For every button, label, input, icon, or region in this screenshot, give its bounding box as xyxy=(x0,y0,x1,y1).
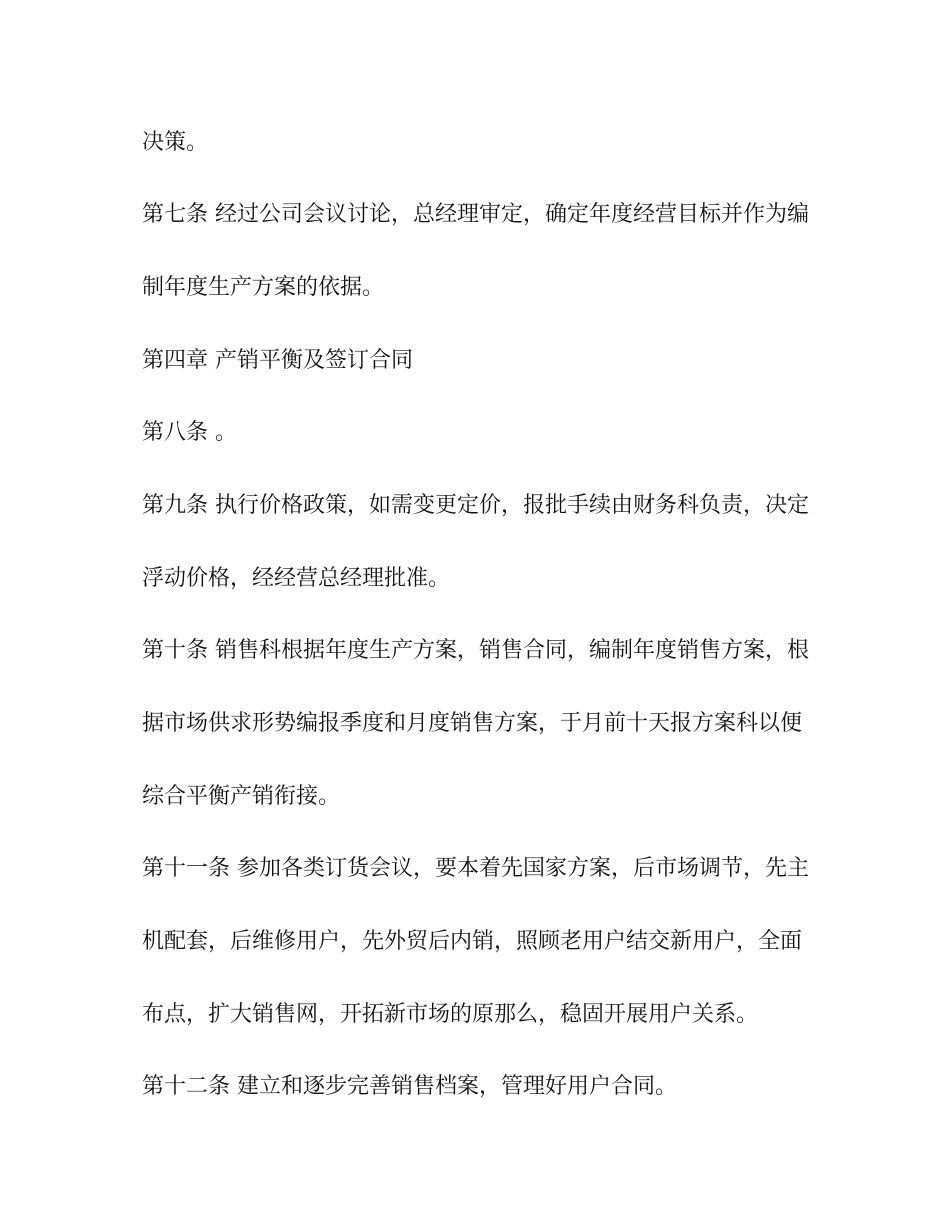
text-line-3: 制年度生产方案的依据。 xyxy=(142,275,385,300)
text-line-1: 决策。 xyxy=(142,130,209,155)
text-line-5: 第八条 。 xyxy=(142,420,237,445)
text-line-9: 据市场供求形势编报季度和月度销售方案，于月前十天报方案科以便 xyxy=(142,711,803,736)
text-line-10: 综合平衡产销衔接。 xyxy=(142,784,341,809)
text-line-8: 第十条 销售科根据年度生产方案，销售合同，编制年度销售方案，根 xyxy=(142,638,809,663)
text-line-14: 第十二条 建立和逐步完善销售档案，管理好用户合同。 xyxy=(142,1074,677,1099)
chapter-heading: 第四章 产销平衡及签订合同 xyxy=(142,348,413,373)
text-line-11: 第十一条 参加各类订货会议，要本着先国家方案，后市场调节，先主 xyxy=(142,856,809,881)
text-line-6: 第九条 执行价格政策，如需变更定价，报批手续由财务科负责，决定 xyxy=(142,493,809,518)
text-line-7: 浮动价格，经经营总经理批准。 xyxy=(142,566,451,591)
text-line-2: 第七条 经过公司会议讨论，总经理审定，确定年度经营目标并作为编 xyxy=(142,202,809,227)
text-line-13: 布点，扩大销售网，开拓新市场的原那么，稳固开展用户关系。 xyxy=(142,1002,759,1027)
text-line-12: 机配套，后维修用户，先外贸后内销，照顾老用户结交新用户，全面 xyxy=(142,929,803,954)
